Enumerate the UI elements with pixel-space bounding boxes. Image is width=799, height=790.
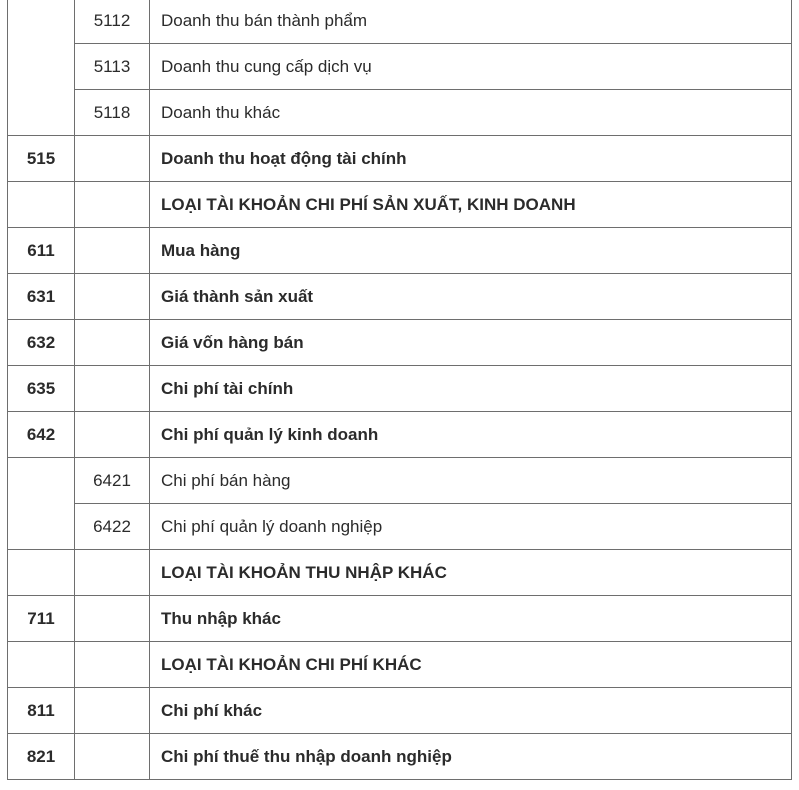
section-header-row [8, 182, 792, 228]
account-name-cell: Doanh thu bán thành phẩm [150, 0, 792, 44]
sub-account-cell: 5118 [75, 90, 150, 136]
account-name-cell: Giá thành sản xuất [150, 274, 792, 320]
table-row [8, 136, 792, 182]
sub-account-cell [75, 274, 150, 320]
section-header-row [8, 550, 792, 596]
sub-account-cell [75, 136, 150, 182]
sub-account-cell [75, 596, 150, 642]
account-name-cell: Chi phí khác [150, 688, 792, 734]
sub-account-cell: 5112 [75, 0, 150, 44]
account-cell: 631 [8, 274, 75, 320]
account-cell [8, 182, 75, 228]
account-cell [8, 0, 75, 136]
account-cell: 635 [8, 366, 75, 412]
account-name-cell: Chi phí bán hàng [150, 458, 792, 504]
sub-account-cell [75, 320, 150, 366]
account-name-cell: Doanh thu hoạt động tài chính [150, 136, 792, 182]
account-name-cell: Doanh thu khác [150, 90, 792, 136]
sub-account-cell [75, 688, 150, 734]
table-row [8, 412, 792, 458]
table-row [8, 320, 792, 366]
account-name-cell: Doanh thu cung cấp dịch vụ [150, 44, 792, 90]
sub-account-cell [75, 412, 150, 458]
sub-account-cell: 6421 [75, 458, 150, 504]
sub-account-cell [75, 366, 150, 412]
sub-account-cell: 5113 [75, 44, 150, 90]
account-cell: 642 [8, 412, 75, 458]
table-row [8, 688, 792, 734]
account-name-cell: Chi phí quản lý kinh doanh [150, 412, 792, 458]
account-cell: 632 [8, 320, 75, 366]
sub-account-cell [75, 228, 150, 274]
table-row [8, 734, 792, 780]
chart-of-accounts-table [7, 0, 792, 780]
account-cell: 611 [8, 228, 75, 274]
account-name-cell: Chi phí tài chính [150, 366, 792, 412]
account-cell: 821 [8, 734, 75, 780]
account-cell: 811 [8, 688, 75, 734]
account-cell [8, 642, 75, 688]
table-row [8, 90, 792, 136]
account-name-cell: Chi phí thuế thu nhập doanh nghiệp [150, 734, 792, 780]
account-cell: 711 [8, 596, 75, 642]
table-row [8, 458, 792, 504]
account-name-cell: Mua hàng [150, 228, 792, 274]
sub-account-cell [75, 182, 150, 228]
table-row [8, 0, 792, 44]
section-header-row [8, 642, 792, 688]
account-name-cell: Thu nhập khác [150, 596, 792, 642]
account-name-cell: Giá vốn hàng bán [150, 320, 792, 366]
table-row [8, 504, 792, 550]
sub-account-cell [75, 550, 150, 596]
account-name-cell: Chi phí quản lý doanh nghiệp [150, 504, 792, 550]
sub-account-cell [75, 734, 150, 780]
table-row [8, 44, 792, 90]
table-row [8, 366, 792, 412]
section-title: LOẠI TÀI KHOẢN THU NHẬP KHÁC [150, 550, 792, 596]
table-row [8, 596, 792, 642]
account-cell [8, 550, 75, 596]
sub-account-cell [75, 642, 150, 688]
section-title: LOẠI TÀI KHOẢN CHI PHÍ SẢN XUẤT, KINH DOANH [150, 182, 792, 228]
section-title: LOẠI TÀI KHOẢN CHI PHÍ KHÁC [150, 642, 792, 688]
table-row [8, 228, 792, 274]
account-cell [8, 458, 75, 550]
table-row [8, 274, 792, 320]
sub-account-cell: 6422 [75, 504, 150, 550]
account-cell: 515 [8, 136, 75, 182]
